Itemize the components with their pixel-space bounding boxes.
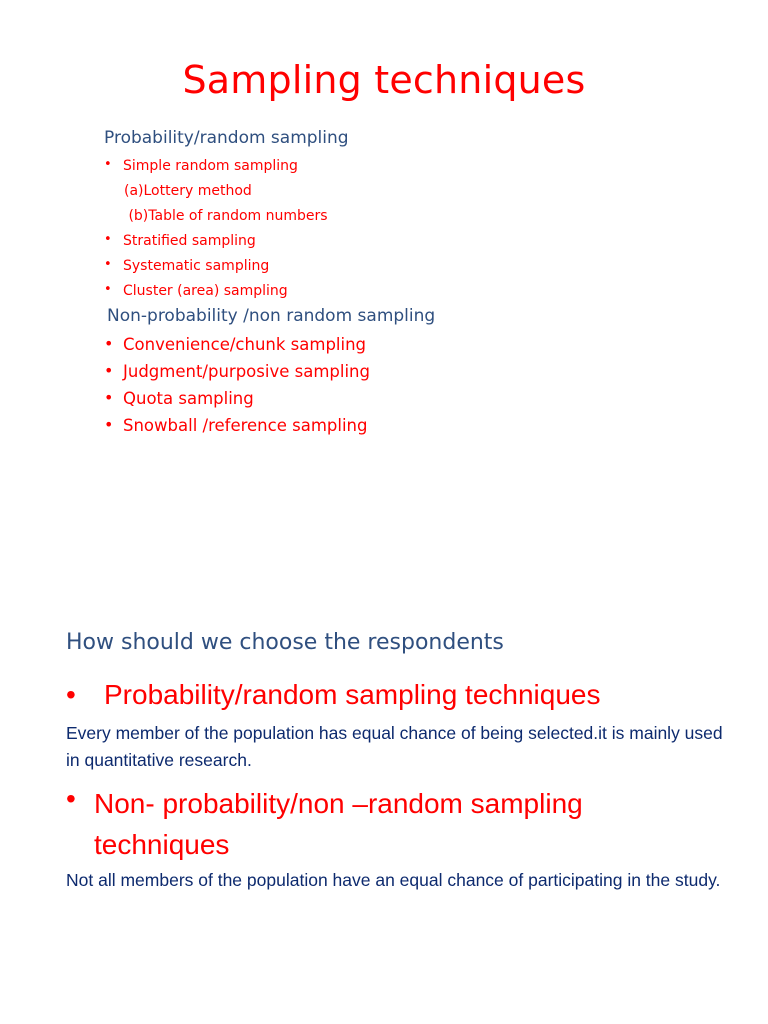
bullet-icon: •	[104, 361, 114, 380]
probability-description: Every member of the population has equal chance of being selected.it is mainly used in quantitative research.	[66, 723, 723, 770]
probability-heading: Probability/random sampling	[104, 128, 349, 148]
nonprobability-description: Not all members of the population have an equal chance of participating in the study.	[66, 870, 721, 890]
list-item-text: Cluster (area) sampling	[123, 283, 288, 299]
bullet-text: Non- probability/non –random sampling techniques	[94, 788, 583, 860]
list-item-text: Systematic sampling	[123, 258, 270, 274]
list-item-text: Quota sampling	[123, 389, 254, 408]
list-item-text: Stratified sampling	[123, 233, 256, 249]
list-item-text: Judgment/purposive sampling	[123, 362, 370, 381]
bullet-icon: •	[104, 334, 114, 353]
bullet-text: Probability/random sampling techniques	[104, 679, 601, 710]
bullet-icon: •	[66, 783, 76, 814]
bullet-icon: •	[104, 282, 112, 297]
section-heading: How should we choose the respondents	[66, 630, 504, 655]
list-item-text: Convenience/chunk sampling	[123, 335, 367, 354]
bullet-icon: •	[104, 257, 112, 272]
list-item-text: Simple random sampling	[123, 158, 298, 174]
list-item-text: Snowball /reference sampling	[123, 416, 368, 435]
bullet-icon: •	[104, 415, 114, 434]
bullet-icon: •	[104, 232, 112, 247]
bullet-icon: •	[104, 157, 112, 172]
page-title: Sampling techniques	[182, 58, 586, 102]
bullet-icon: •	[66, 679, 76, 710]
list-item-text: (a)Lottery method	[124, 183, 252, 199]
nonprobability-heading: Non-probability /non random sampling	[107, 306, 436, 326]
list-item-text: (b)Table of random numbers	[124, 208, 328, 224]
bullet-icon: •	[104, 388, 114, 407]
